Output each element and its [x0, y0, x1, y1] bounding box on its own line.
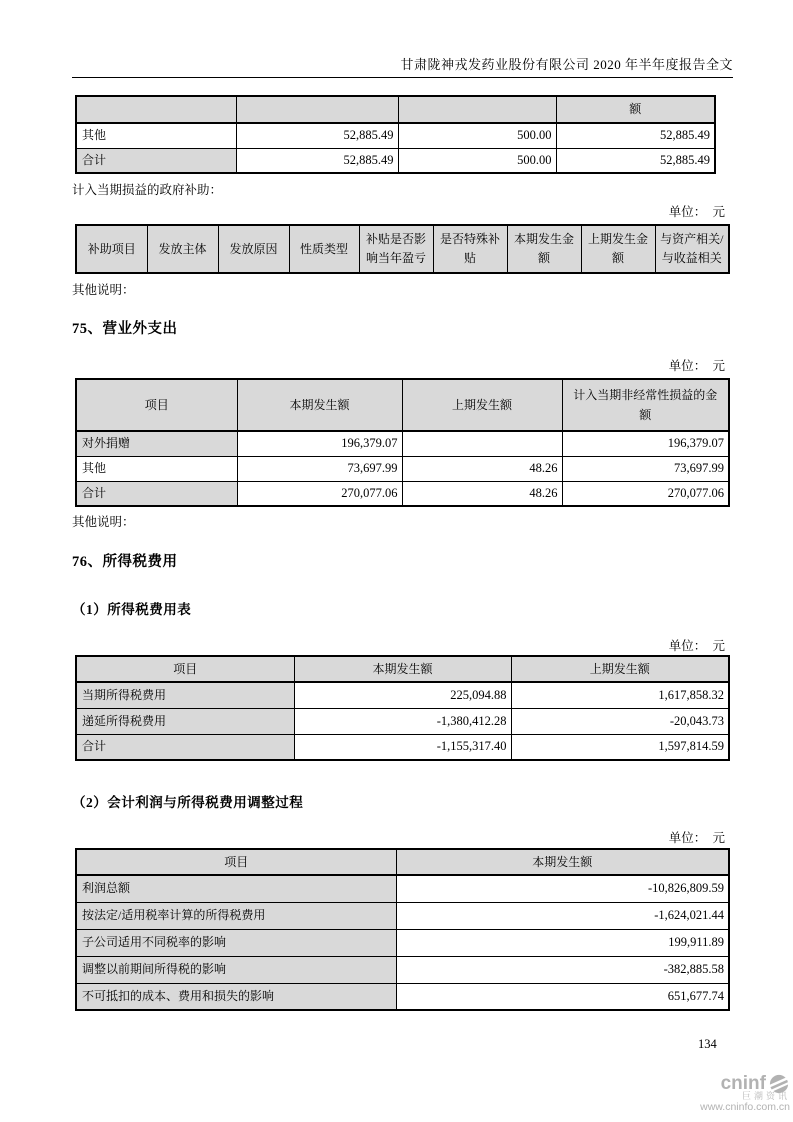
- cninfo-brand-text: cninf: [720, 1073, 766, 1095]
- income-tax-table: [75, 655, 730, 761]
- section-76-title: 76、所得税费用: [72, 554, 178, 570]
- cell-value: 52,885.49: [556, 123, 715, 148]
- header-cell: 本期发生额: [294, 656, 511, 682]
- cell-value: 196,379.07: [562, 431, 729, 456]
- table-row: [76, 956, 729, 983]
- row-label: 利润总额: [76, 875, 396, 902]
- other-notes-label: 其他说明：: [72, 515, 135, 529]
- cell-value: 52,885.49: [236, 123, 398, 148]
- header-cell: 与资产相关/与收益相关: [655, 225, 729, 273]
- table-row: [76, 983, 729, 1010]
- table-row: [76, 708, 729, 734]
- cell-value: 1,597,814.59: [511, 734, 729, 760]
- cell-value: 52,885.49: [236, 148, 398, 173]
- header-cell: 计入当期非经常性损益的金额: [562, 379, 729, 431]
- cninfo-chinese-name: 巨潮资讯: [741, 1091, 790, 1101]
- table-header-row: [76, 849, 729, 875]
- cninfo-logo: [700, 1074, 790, 1113]
- row-label: 按法定/适用税率计算的所得税费用: [76, 902, 396, 929]
- cell-value: 500.00: [398, 148, 556, 173]
- cell-value: 270,077.06: [237, 481, 402, 506]
- table-row: [76, 902, 729, 929]
- row-label: 合计: [76, 734, 294, 760]
- header-cell: 发放原因: [218, 225, 289, 273]
- row-label: 不可抵扣的成本、费用和损失的影响: [76, 983, 396, 1010]
- cell-value: 270,077.06: [562, 481, 729, 506]
- gov-subsidy-caption: 计入当期损益的政府补助：: [72, 183, 223, 197]
- row-label: 其他: [76, 456, 237, 481]
- gov-subsidy-table: [75, 224, 730, 274]
- cell-value: -20,043.73: [511, 708, 729, 734]
- header-cell: 本期发生金额: [507, 225, 581, 273]
- tax-adjustment-table: [75, 848, 730, 1011]
- table-row: [76, 123, 715, 148]
- header-cell: 项目: [76, 379, 237, 431]
- cell-value: 52,885.49: [556, 148, 715, 173]
- cell-value: -10,826,809.59: [396, 875, 729, 902]
- cell-value: 500.00: [398, 123, 556, 148]
- page-number: 134: [698, 1037, 717, 1051]
- header-divider: [72, 77, 733, 78]
- unit-label: 单位： 元: [668, 831, 725, 845]
- row-label: 当期所得税费用: [76, 682, 294, 708]
- header-cell: 额: [556, 96, 715, 123]
- header-cell: [76, 96, 236, 123]
- cninfo-url: www.cninfo.com.cn: [700, 1101, 790, 1114]
- row-label: 调整以前期间所得税的影响: [76, 956, 396, 983]
- non-operating-expense-table: [75, 378, 730, 507]
- table-row: [76, 148, 715, 173]
- header-cell: 上期发生额: [402, 379, 562, 431]
- header-cell: 本期发生额: [396, 849, 729, 875]
- cell-value: 48.26: [402, 456, 562, 481]
- header-cell: 项目: [76, 656, 294, 682]
- unit-label: 单位： 元: [668, 359, 725, 373]
- table-row: [76, 734, 729, 760]
- header-cell: 上期发生额: [511, 656, 729, 682]
- cell-value: -1,380,412.28: [294, 708, 511, 734]
- cell-value: 651,677.74: [396, 983, 729, 1010]
- row-label: 子公司适用不同税率的影响: [76, 929, 396, 956]
- cell-value: 73,697.99: [562, 456, 729, 481]
- cell-value: 48.26: [402, 481, 562, 506]
- unit-label: 单位： 元: [668, 639, 725, 653]
- section-75-title: 75、营业外支出: [72, 321, 178, 337]
- cell-value: 199,911.89: [396, 929, 729, 956]
- table-header-row: [76, 656, 729, 682]
- table-row: [76, 481, 729, 506]
- header-cell: 上期发生金额: [581, 225, 655, 273]
- header-cell: 是否特殊补贴: [433, 225, 507, 273]
- header-cell: 本期发生额: [237, 379, 402, 431]
- header-cell: [398, 96, 556, 123]
- row-label: 对外捐赠: [76, 431, 237, 456]
- cell-value: 73,697.99: [237, 456, 402, 481]
- cell-value: 196,379.07: [237, 431, 402, 456]
- document-header-title: 甘肃陇神戎发药业股份有限公司 2020 年半年度报告全文: [400, 57, 733, 72]
- row-label: 合计: [76, 481, 237, 506]
- header-cell: 发放主体: [147, 225, 218, 273]
- section-76-sub1-title: （1）所得税费用表: [72, 602, 192, 617]
- section-76-sub2-title: （2）会计利润与所得税费用调整过程: [72, 795, 304, 810]
- table-header-row: [76, 96, 715, 123]
- table-row: [76, 875, 729, 902]
- table-row: [76, 929, 729, 956]
- table-header-row: [76, 379, 729, 431]
- cell-value: 225,094.88: [294, 682, 511, 708]
- cell-value: [402, 431, 562, 456]
- row-label: 递延所得税费用: [76, 708, 294, 734]
- table-row: [76, 682, 729, 708]
- other-notes-label: 其他说明：: [72, 283, 135, 297]
- table-row: [76, 456, 729, 481]
- header-cell: 项目: [76, 849, 396, 875]
- header-cell: [236, 96, 398, 123]
- cell-value: -1,155,317.40: [294, 734, 511, 760]
- header-cell: 性质类型: [289, 225, 359, 273]
- cell-value: 1,617,858.32: [511, 682, 729, 708]
- row-label: 合计: [76, 148, 236, 173]
- cell-value: -382,885.58: [396, 956, 729, 983]
- unit-label: 单位： 元: [668, 205, 725, 219]
- subsidy-amount-continuation-table: [75, 95, 716, 174]
- header-cell: 补贴是否影响当年盈亏: [359, 225, 433, 273]
- cell-value: -1,624,021.44: [396, 902, 729, 929]
- table-row: [76, 431, 729, 456]
- header-cell: 补助项目: [76, 225, 147, 273]
- table-header-row: [76, 225, 729, 273]
- row-label: 其他: [76, 123, 236, 148]
